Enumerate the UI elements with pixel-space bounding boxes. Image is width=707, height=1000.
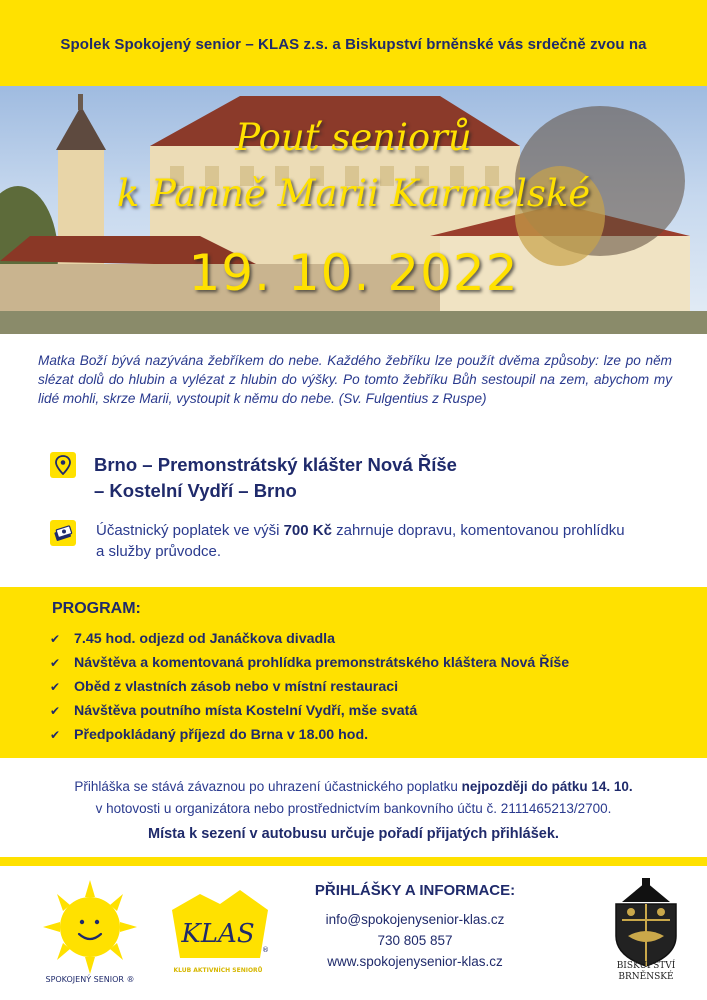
klas-registered-mark: ®	[262, 946, 269, 954]
registration-line2: v hotovosti u organizátora nebo prostřednictvím bankovního účtu č. 2111465213/2700.	[95, 801, 612, 816]
seats-note: Místa k sezení v autobusu určuje pořadí přijatých přihlášek.	[148, 826, 559, 842]
check-icon: ✔	[50, 728, 61, 742]
divider-strip	[0, 857, 707, 866]
program-item-text: Návštěva a komentovaná prohlídka premonstrátského kláštera Nová Říše	[74, 655, 570, 671]
fee-row	[50, 520, 636, 562]
check-icon: ✔	[50, 704, 61, 718]
spokojeny-senior-logo	[32, 872, 152, 987]
program-item-text: Předpokládaný příjezd do Brna v 18.00 hod.	[74, 727, 369, 743]
route-line1: Brno – Premonstrátský klášter Nová Říše	[94, 454, 457, 475]
program-list	[50, 627, 569, 747]
program-item-text: Oběd z vlastních zásob nebo v místní restauraci	[74, 679, 399, 695]
header-band	[0, 0, 707, 86]
check-icon: ✔	[50, 680, 61, 694]
quote-paragraph: Matka Boží bývá nazývána žebříkem do nebe. Každého žebříku lze použít dvěma způsoby: lze po něm slézat dolů do hlubin a vylézat z hlubin do výšky. Po tomto žebříku Bůh sestoupil na zem, abychom my lidé mohli, skrze Marii, vystoupit k němu do nebe. (Sv. Fulgentius z Ruspe)	[38, 353, 672, 406]
check-icon: ✔	[50, 632, 61, 646]
registration-line1	[0, 776, 707, 798]
hero-title-line2: k Panně Marii Karmelské	[116, 172, 591, 215]
program-item	[50, 651, 569, 675]
program-item	[50, 675, 569, 699]
program-item	[50, 699, 569, 723]
contact-heading: PŘIHLÁŠKY A INFORMACE:	[314, 882, 516, 899]
diocese-label-line2: BRNĚNSKÉ	[618, 972, 674, 982]
registration-deadline: nejpozději do pátku 14. 10.	[461, 779, 633, 794]
fee-text	[96, 520, 636, 562]
fee-text-after: zahrnuje dopravu, komentovanou prohlídku a služby průvodce.	[96, 522, 625, 560]
event-date: 19. 10. 2022	[188, 244, 519, 302]
registration-line1-text: Přihláška se stává závaznou po uhrazení účastnického poplatku	[74, 779, 462, 794]
klas-logo	[160, 880, 275, 980]
hero-title-line1: Pouť seniorů	[235, 116, 472, 159]
fee-text-before: Účastnický poplatek ve výši	[96, 522, 284, 539]
location-pin-icon	[50, 452, 76, 478]
invitation-text: Spolek Spokojený senior – KLAS z.s. a Biskupství brněnské vás srdečně zvou na	[60, 36, 647, 53]
fee-amount: 700 Kč	[283, 522, 332, 539]
contact-web[interactable]: www.spokojenysenior-klas.cz	[327, 954, 503, 969]
program-item	[50, 627, 569, 651]
spokojeny-senior-label: SPOKOJENÝ SENIOR ®	[45, 975, 135, 984]
program-heading: PROGRAM:	[52, 600, 141, 617]
klas-subtitle: KLUB AKTIVNÍCH SENIORŮ	[173, 967, 263, 974]
program-item-text: 7.45 hod. odjezd od Janáčkova divadla	[74, 631, 335, 647]
contact-email[interactable]: info@spokojenysenior-klas.cz	[325, 912, 505, 927]
program-section	[0, 587, 707, 758]
contact-block	[300, 882, 530, 972]
klas-wordmark: KLAS	[181, 919, 255, 949]
contact-phone[interactable]: 730 805 857	[377, 933, 453, 948]
diocese-label	[600, 961, 692, 983]
program-item-text: Návštěva poutního místa Kostelní Vydří, mše svatá	[74, 703, 418, 719]
money-icon	[50, 520, 76, 546]
hero-banner	[0, 86, 707, 334]
registration-note	[0, 776, 707, 820]
route-text	[94, 452, 457, 504]
route-row	[50, 452, 457, 504]
program-item	[50, 723, 569, 747]
route-line2: – Kostelní Vydří – Brno	[94, 480, 297, 501]
diocese-label-line1: BISKUPSTVÍ	[616, 961, 676, 971]
check-icon: ✔	[50, 656, 61, 670]
